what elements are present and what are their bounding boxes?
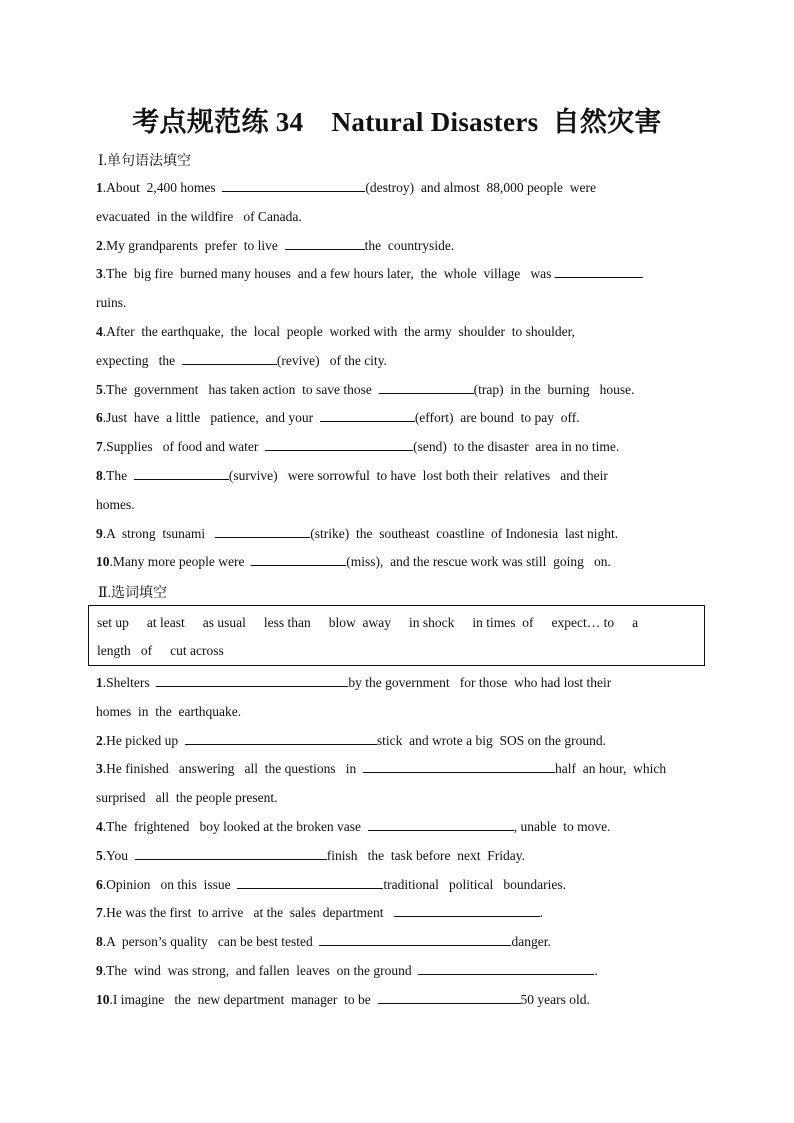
answer-blank[interactable] <box>418 962 594 975</box>
answer-blank[interactable] <box>222 179 365 192</box>
fill-1-continuation: homes in the earthquake. <box>96 704 242 719</box>
fill-3-continuation: surprised all the people present. <box>96 790 278 805</box>
word-bank-item: set up <box>97 615 129 630</box>
question-1-continuation: evacuated in the wildfire of Canada. <box>96 209 302 224</box>
question-text: the countryside. <box>364 238 455 253</box>
fill-1-line <box>96 674 611 692</box>
word-bank-item: less than <box>263 615 311 630</box>
question-number: 5 <box>96 848 103 863</box>
fill-4-line <box>96 818 611 836</box>
answer-blank[interactable] <box>134 467 229 480</box>
question-number: 2 <box>96 238 103 253</box>
question-text: .A person’s quality can be best tested <box>102 934 320 949</box>
question-text: .He finished answering all the questions in <box>102 761 363 776</box>
question-number: 3 <box>96 761 103 776</box>
fill-2-line <box>96 732 606 750</box>
question-text: expecting the <box>96 353 182 368</box>
question-text: .Opinion on this issue <box>102 877 238 892</box>
question-text: .After the earthquake, the local people worked with the army shoulder to shoulder, <box>102 324 575 339</box>
question-text: .The frightened boy looked at the broken vase <box>102 819 368 834</box>
question-text: finish the task before next Friday. <box>326 848 525 863</box>
answer-blank[interactable] <box>378 991 521 1004</box>
answer-blank[interactable] <box>185 732 377 745</box>
question-text: half an hour, which <box>554 761 667 776</box>
question-text: .You <box>102 848 135 863</box>
answer-blank[interactable] <box>237 876 383 889</box>
section-1-heading: Ⅰ.单句语法填空 <box>98 154 192 169</box>
question-1-line <box>96 179 596 197</box>
question-text: . <box>594 963 598 978</box>
word-bank-item: a <box>632 615 639 630</box>
question-text: .Many more people were <box>109 554 252 569</box>
question-text: .About 2,400 homes <box>102 180 223 195</box>
answer-blank[interactable] <box>215 525 310 538</box>
question-text: (strike) the southeast coastline of Indonesia last night. <box>310 526 619 541</box>
question-text: , unable to move. <box>513 819 611 834</box>
question-4-line <box>96 323 575 341</box>
question-number: 4 <box>96 819 103 834</box>
answer-blank[interactable] <box>182 352 277 365</box>
question-text: (survive) were sorrowful to have lost both their relatives and their <box>228 468 608 483</box>
answer-blank[interactable] <box>285 237 365 250</box>
question-8-line <box>96 467 608 485</box>
fill-7-line <box>96 904 543 922</box>
question-7-line <box>96 438 619 456</box>
answer-blank[interactable] <box>379 381 474 394</box>
answer-blank[interactable] <box>251 553 346 566</box>
question-number: 1 <box>96 180 103 195</box>
question-text: (send) to the disaster area in no time. <box>413 439 620 454</box>
question-number: 4 <box>96 324 103 339</box>
fill-6-line <box>96 876 566 894</box>
question-text: .He picked up <box>102 733 185 748</box>
question-10-line <box>96 553 611 571</box>
question-6-line <box>96 409 580 427</box>
question-text: (destroy) and almost 88,000 people were <box>365 180 596 195</box>
question-number: 9 <box>96 963 103 978</box>
question-text: .The <box>102 468 134 483</box>
question-3-line <box>96 265 643 283</box>
word-bank-row <box>97 615 638 631</box>
question-text: .The wind was strong, and fallen leaves on the ground <box>102 963 419 978</box>
question-4-continuation <box>96 352 387 370</box>
answer-blank[interactable] <box>555 265 643 278</box>
question-number: 3 <box>96 266 103 281</box>
word-bank-item: expect… to <box>551 615 615 630</box>
question-text: by the government for those who had lost their <box>348 675 612 690</box>
question-text: (revive) of the city. <box>276 353 387 368</box>
question-text: traditional political boundaries. <box>383 877 566 892</box>
answer-blank[interactable] <box>394 904 540 917</box>
answer-blank[interactable] <box>363 760 555 773</box>
question-9-line <box>96 525 618 543</box>
question-text: .Shelters <box>102 675 157 690</box>
section-2-heading: Ⅱ.选词填空 <box>98 586 168 601</box>
answer-blank[interactable] <box>320 409 415 422</box>
word-bank-item: length of <box>97 643 153 658</box>
question-text: (miss), and the rescue work was still going on. <box>346 554 611 569</box>
answer-blank[interactable] <box>135 847 327 860</box>
word-bank-item: at least <box>146 615 185 630</box>
question-number: 7 <box>96 439 103 454</box>
question-number: 2 <box>96 733 103 748</box>
word-bank-row <box>97 643 224 659</box>
answer-blank[interactable] <box>156 674 348 687</box>
fill-3-line <box>96 760 666 778</box>
page-title: 考点规范练 34 Natural Disasters 自然灾害 <box>132 107 662 137</box>
question-number: 8 <box>96 468 103 483</box>
fill-9-line <box>96 962 598 980</box>
question-number: 7 <box>96 905 103 920</box>
question-text: .A strong tsunami <box>102 526 216 541</box>
question-5-line <box>96 381 635 399</box>
word-bank-item: as usual <box>202 615 246 630</box>
question-number: 10 <box>96 554 110 569</box>
question-text: .The big fire burned many houses and a few hours later, the whole village was <box>102 266 555 281</box>
question-text: .Just have a little patience, and your <box>102 410 320 425</box>
word-bank-item: in shock <box>408 615 455 630</box>
question-text: 50 years old. <box>520 992 590 1007</box>
fill-8-line <box>96 933 551 951</box>
question-text: stick and wrote a big SOS on the ground. <box>376 733 606 748</box>
word-bank-item: blow away <box>328 615 391 630</box>
question-text: .I imagine the new department manager to be <box>109 992 378 1007</box>
question-text: .The government has taken action to save those <box>102 382 379 397</box>
answer-blank[interactable] <box>368 818 514 831</box>
question-number: 9 <box>96 526 103 541</box>
question-number: 5 <box>96 382 103 397</box>
question-number: 6 <box>96 877 103 892</box>
answer-blank[interactable] <box>265 438 413 451</box>
question-number: 8 <box>96 934 103 949</box>
word-bank-item: in times of <box>472 615 534 630</box>
question-text: .My grandparents prefer to live <box>102 238 285 253</box>
fill-5-line <box>96 847 525 865</box>
question-text: danger. <box>511 934 551 949</box>
question-number: 6 <box>96 410 103 425</box>
question-text: (trap) in the burning house. <box>473 382 635 397</box>
answer-blank[interactable] <box>319 933 511 946</box>
fill-10-line <box>96 991 590 1009</box>
question-8-continuation: homes. <box>96 497 135 512</box>
word-bank-box <box>88 605 705 666</box>
word-bank-item: cut across <box>170 643 224 658</box>
question-text: .He was the first to arrive at the sales department <box>102 905 394 920</box>
question-text: (effort) are bound to pay off. <box>414 410 580 425</box>
question-2-line <box>96 237 454 255</box>
question-number: 1 <box>96 675 103 690</box>
question-text: .Supplies of food and water <box>102 439 266 454</box>
question-3-continuation: ruins. <box>96 295 127 310</box>
question-number: 10 <box>96 992 110 1007</box>
question-text: . <box>539 905 544 920</box>
